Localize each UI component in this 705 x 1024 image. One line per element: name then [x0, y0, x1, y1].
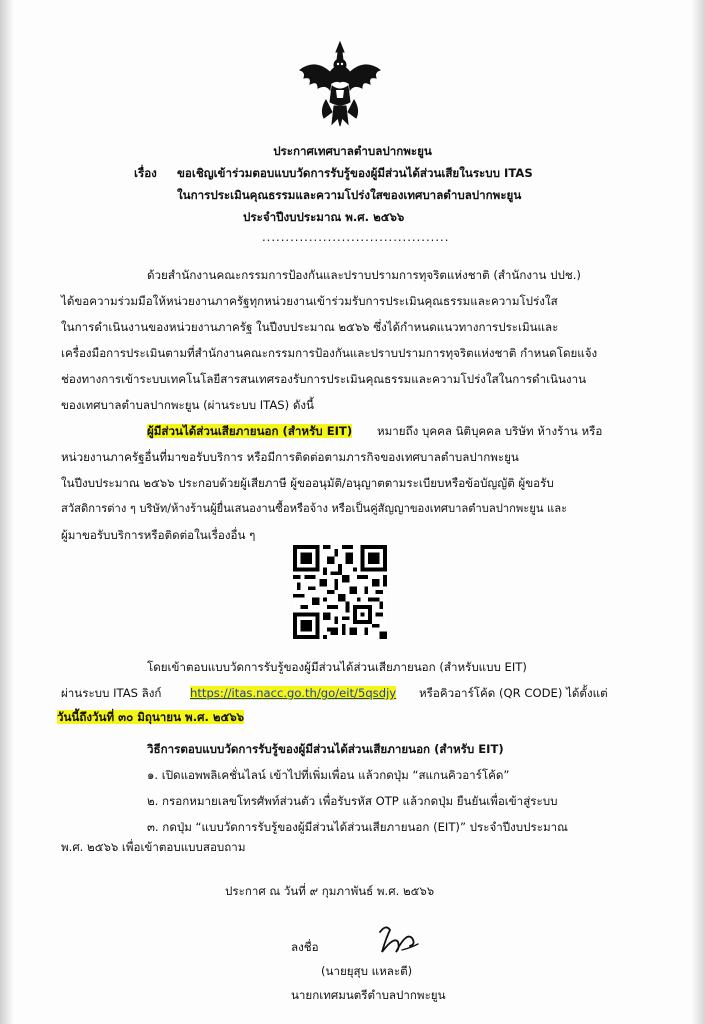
garuda-emblem-icon: [296, 40, 384, 128]
intro-line-4: เครื่องมือการประเมินตามที่สำนักงานคณะกรรมการป้องกันและปราบปรามการทุจริตแห่งชาติ กำหนดโดยแจ้ง: [61, 346, 598, 360]
qr-code[interactable]: [293, 545, 387, 639]
subject-line-3: ประจำปีงบประมาณ พ.ศ. ๒๕๖๖: [243, 210, 405, 224]
access-line-2-suffix: หรือคิวอาร์โค้ด (QR CODE) ได้ตั้งแต่: [419, 686, 608, 700]
definition-line-5: ผู้มาขอรับบริการหรือติดต่อในเรื่องอื่น ๆ: [61, 528, 256, 542]
access-line-1: โดยเข้าตอบแบบวัดการรับรู้ของผู้มีส่วนได้ส่วนเสียภายนอก (สำหรับแบบ EIT): [147, 660, 527, 674]
method-step-3: ๓. กดปุ่ม “แบบวัดการรับรู้ของผู้มีส่วนได้ส่วนเสียภายนอก (EIT)” ประจำปีงบประมาณ: [147, 820, 568, 834]
signer-title: นายกเทศมนตรีตำบลปากพะยูน: [291, 988, 446, 1002]
definition-line-4: สวัสดิการต่าง ๆ บริษัท/ห้างร้านผู้ยื่นเสนองานซื้อหรือจ้าง หรือเป็นคู่สัญญาของเทศบาลตำบลปากพะยูน และ: [61, 502, 568, 515]
intro-line-5: ช่องทางการเข้าระบบเทคโนโลยีสารสนเทศรองรับการประเมินคุณธรรมและความโปร่งใสในการดำเนินงาน: [61, 372, 587, 386]
method-title: วิธีการตอบแบบวัดการรับรู้ของผู้มีส่วนได้ส่วนเสียภายนอก (สำหรับ EIT): [147, 742, 504, 756]
itas-link[interactable]: https://itas.nacc.go.th/go/eit/5qsdjy: [190, 686, 397, 700]
announce-date: ประกาศ ณ วันที่ ๙ กุมภาพันธ์ พ.ศ. ๒๕๖๖: [225, 884, 435, 898]
definition-line-1-rest: หมายถึง บุคคล นิติบุคคล บริษัท ห้างร้าน หรือ: [377, 424, 603, 438]
signer-name: (นายยุสุบ แหละตี): [321, 964, 413, 978]
method-step-1: ๑. เปิดแอพพลิเคชั่นไลน์ เข้าไปที่เพิ่มเพื่อน แล้วกดปุ่ม “สแกนคิวอาร์โค้ด”: [147, 768, 510, 782]
header-divider: ........................................: [262, 230, 450, 244]
intro-line-6: ของเทศบาลตำบลปากพะยูน (ผ่านระบบ ITAS) ดังนี้: [61, 398, 314, 412]
deadline-text: วันนี้ถึงวันที่ ๓๐ มิถุนายน พ.ศ. ๒๕๖๖: [57, 710, 245, 724]
intro-line-1: ด้วยสำนักงานคณะกรรมการป้องกันและปราบปรามการทุจริตแห่งชาติ (สำนักงาน ปปช.): [147, 268, 581, 282]
method-step-3-cont: พ.ศ. ๒๕๖๖ เพื่อเข้าตอบแบบสอบถาม: [61, 840, 246, 854]
intro-line-2: ได้ขอความร่วมมือให้หน่วยงานภาครัฐทุกหน่วยงานเข้าร่วมรับการประเมินคุณธรรมและความโปร่งใส: [61, 294, 558, 308]
issuer-title: ประกาศเทศบาลตำบลปากพะยูน: [273, 144, 432, 158]
intro-line-3: ในการดำเนินงานของหน่วยงานภาครัฐ ในปีงบประมาณ ๒๕๖๖ ซึ่งได้กำหนดแนวทางการประเมินและ: [61, 320, 559, 334]
sign-label: ลงชื่อ: [291, 940, 319, 954]
method-step-2: ๒. กรอกหมายเลขโทรศัพท์ส่วนตัว เพื่อรับรหัส OTP แล้วกดปุ่ม ยืนยันเพื่อเข้าสู่ระบบ: [147, 794, 558, 808]
definition-term: ผู้มีส่วนได้ส่วนเสียภายนอก (สำหรับ EIT): [147, 424, 353, 438]
subject-line-1: ขอเชิญเข้าร่วมตอบแบบวัดการรับรู้ของผู้มีส่วนได้ส่วนเสียในระบบ ITAS: [177, 166, 533, 180]
access-line-2-prefix: ผ่านระบบ ITAS ลิงก์: [61, 686, 162, 700]
subject-line-2: ในการประเมินคุณธรรมและความโปร่งใสของเทศบาลตำบลปากพะยูน: [177, 188, 522, 202]
definition-line-2: หน่วยงานภาครัฐอื่นที่มาขอรับบริการ หรือมีการติดต่อตามภารกิจของเทศบาลตำบลปากพะยูน: [61, 450, 519, 464]
subject-label: เรื่อง: [134, 166, 157, 180]
handwritten-signature: [372, 922, 422, 962]
definition-line-3: ในปีงบประมาณ ๒๕๖๖ ประกอบด้วยผู้เสียภาษี ผู้ขออนุมัติ/อนุญาตตามระเบียบหรือข้อบัญญัติ ผู้ขอรับ: [61, 476, 554, 490]
